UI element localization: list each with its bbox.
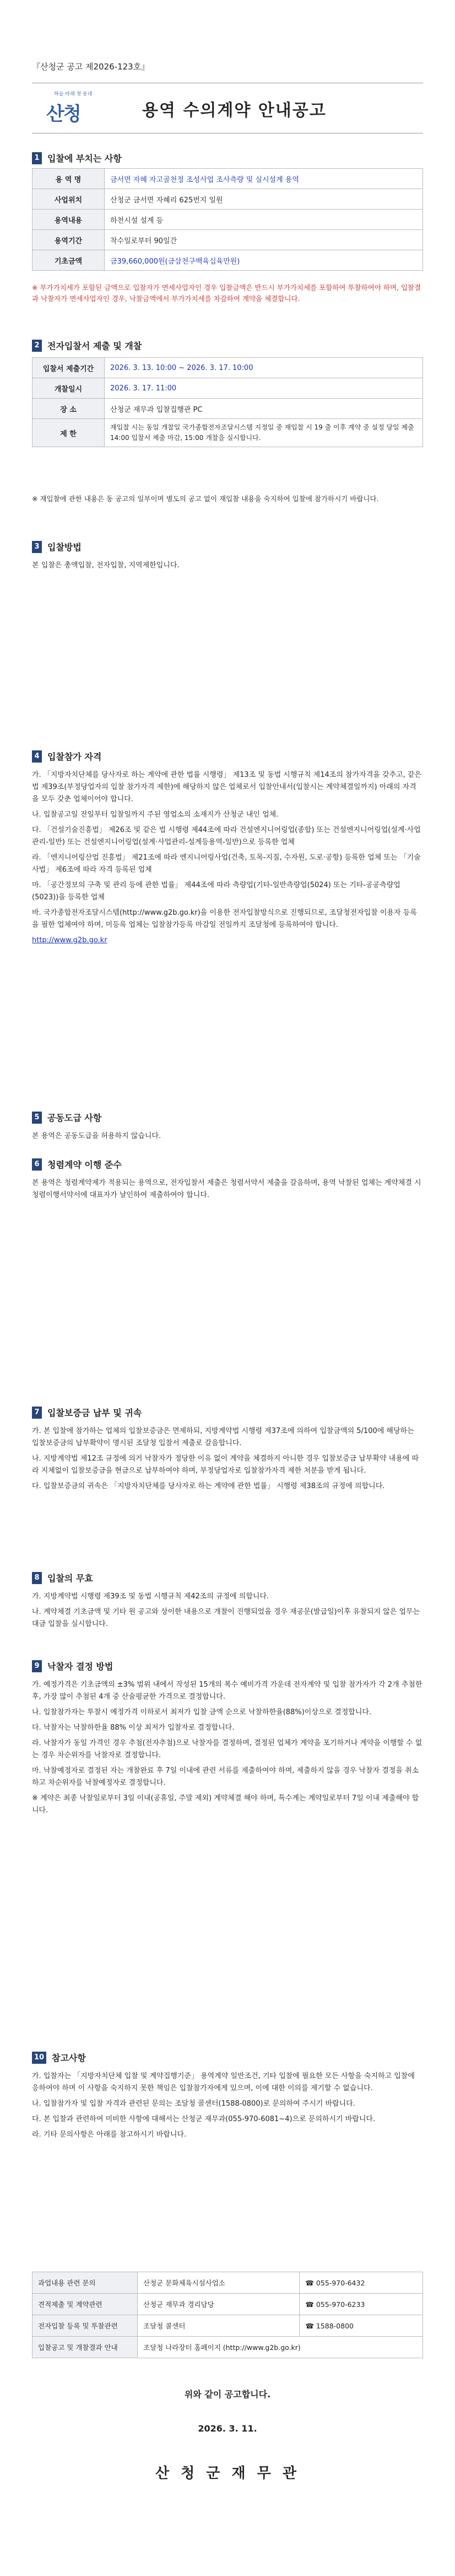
list-item: ※ 계약은 최종 낙찰일로부터 3일 이내(공휴일, 주말 제외) 계약체결 해야 하며, 특수계는 계약일로부터 7일 이내 제출해야 합니다. — [32, 1794, 419, 1815]
table-row: 과업내용 관련 문의 산청군 문화체육시설사업소 ☎ 055-970-6432 — [32, 2272, 423, 2294]
section-2-note: ※ 재입찰에 관한 내용은 동 공고의 일부이며 별도의 공고 없이 재입찰 내용을 숙지하여 입찰에 참가하시기 바랍니다. — [32, 495, 379, 503]
g2b-link[interactable]: http://www.g2b.go.kr — [32, 936, 107, 944]
section-2-heading: 2 전자입찰서 제출 및 개찰 — [32, 339, 142, 352]
contact-table — [32, 2272, 423, 2358]
section-8-heading: 8 입찰의 무효 — [32, 1571, 93, 1584]
section-4-heading: 4 입찰참가 자격 — [32, 750, 101, 763]
section-3-heading: 3 입찰방법 — [32, 540, 82, 553]
list-item: 나. 입찰참가자는 투찰시 예정가격 이하로서 최저가 입찰 금액 순으로 낙찰하한율(88%)이상으로 결정합니다. — [32, 1708, 372, 1716]
section-1-heading: 1 입찰에 부치는 사항 — [32, 152, 122, 164]
table-row: 전자입찰 등록 및 투찰관련 조달청 콜센터 ☎ 1588-0800 — [32, 2315, 423, 2337]
list-item: 나. 입찰공고일 전일부터 입찰일까지 주된 영업소의 소재지가 산청군 내인 업체. — [32, 811, 279, 819]
list-item: 마. 「공간정보의 구축 및 관리 등에 관한 법률」 제44조에 따라 측량업(기타-일반측량업(5024) 또는 기타-공공측량업(5023))을 등록한 업체 — [32, 881, 400, 901]
section-9-heading: 9 낙찰자 결정 방법 — [32, 1660, 113, 1672]
section-9-body — [32, 1679, 423, 1820]
section-10-body — [32, 2070, 423, 2144]
list-item: 라. 기타 문의사항은 아래를 참고하시기 바랍니다. — [32, 2130, 187, 2139]
list-item: 다. 「건설기술진흥법」 제26조 및 같은 법 시행령 제44조에 따라 건설엔지니어링업(종합) 또는 건설엔지니어링업(설계·사업관리-일반) 또는 건설엔지니어링업(설계·사업관리-설계등용역-일반)으로 등록한 업체 — [32, 826, 421, 846]
list-item: 마. 낙찰예정자로 결정된 자는 개찰완료 후 7일 이내에 관련 서류를 제출하여야 하며, 제출하지 않을 경우 낙찰자 결정을 취소하고 차순위자를 낙찰예정자로 결정합니다. — [32, 1767, 419, 1787]
list-item: 가. 「지방자치단체를 당사자로 하는 계약에 관한 법률 시행령」 제13조 및 동법 시행규칙 제14조의 참가자격을 갖추고, 같은 법 제39조(부정당업자의 입찰 참가자격 제한)에 해당하지 않은 업체로서 입찰안내서(입찰시는 계약체결일까지) 아래의 자격을 모두 갖춘 업체이어야 합니다. — [32, 771, 422, 803]
section-1-note: ※ 부가가치세가 포함된 금액으로 입찰자가 면세사업자인 경우 입찰금액은 반드시 부가가치세를 포함하여 투찰하여야 하며, 입찰결과 낙찰자가 면세사업자인 경우, 낙찰금액에서 부가가치세를 차감하여 계약을 체결합니다. — [32, 283, 421, 303]
section-3-text: 본 입찰은 총액입찰, 전자입찰, 지역제한입니다. — [32, 561, 180, 570]
section-4-body — [32, 769, 423, 950]
sancheong-logo: 하늘 아래 첫 동네 산청 — [46, 92, 93, 125]
list-item: 다. 본 입찰과 관련하여 미비한 사항에 대해서는 산청군 재무과(055-970-6081~4)으로 문의하시기 바랍니다. — [32, 2115, 376, 2123]
list-item: 가. 본 입찰에 참가하는 업체의 입찰보증금은 면제하되, 지방계약법 시행령 제37조에 의하여 입찰금액의 5/100에 해당하는 입찰보증금의 납부확약이 명시된 조달청 입찰서 제출로 갈음합니다. — [32, 1427, 414, 1447]
list-item: 라. 「엔지니어링산업 진흥법」 제21조에 따라 엔지니어링사업(건축, 토목-지질, 수자원, 도로·공항) 등록한 업체 또는 「기술사법」 제6조에 따라 자격 등록된 업체 — [32, 854, 421, 874]
list-item: 라. 낙찰자가 동일 가격인 경우 추첨(전자추첨)으로 낙찰자를 결정하며, 결정된 업체가 계약을 포기하거나 계약을 이행할 수 없는 경우 차순위자를 낙찰자로 결정합니다. — [32, 1739, 422, 1759]
list-item: 가. 예정가격은 기초금액의 ±3% 범위 내에서 작성된 15개의 복수 예비가격 가운데 전자계약 및 입찰 참가자가 각 2개 추첨한 후, 가장 많이 추첨된 4개 중 산술평균한 가격으로 결정합니다. — [32, 1681, 422, 1701]
closing-date: 2026. 3. 11. — [198, 2423, 257, 2434]
closing-org: 산 청 군 재 무 관 — [155, 2465, 300, 2482]
section-7-heading: 7 입찰보증금 납부 및 귀속 — [32, 1406, 142, 1419]
section-8-body — [32, 1591, 423, 1634]
list-item: 다. 입찰보증금의 귀속은 「지방자치단체를 당사자로 하는 계약에 관한 법률」 시행령 제38조의 규정에 의합니다. — [32, 1482, 385, 1490]
list-item: 나. 입찰참가자 및 입찰 자격과 관련된 문의는 조달청 콜센터(1588-0800)로 문의하여 주시기 바랍니다. — [32, 2100, 355, 2108]
section-2-table: 입찰서 제출기간 2026. 3. 13. 10:00 ~ 2026. 3. 17. 10:00 개찰일시 2026. 3. 17. 11:00 장 소 산청군 재무과 입찰집행관 PC 제 한 재입찰 시는 동일 개찰일 국가종합전자조달시스템 지정일 중 재입찰 시 19 출 이후 계약 중 설정 당일 제출 14:00 입찰서 제출 마감, 15:00 개찰을 실시합니다. — [32, 357, 423, 447]
page-title: 용역 수의계약 안내공고 — [142, 101, 327, 120]
section-5-heading: 5 공동도급 사항 — [32, 1111, 101, 1124]
closing-line: 위와 같이 공고합니다. — [184, 2389, 271, 2400]
section-5-text: 본 용역은 공동도급을 허용하지 않습니다. — [32, 1132, 161, 1140]
notice-number: 『산청군 공고 제2026-123호』 — [32, 62, 150, 72]
list-item: 나. 계약체결 기초금액 및 기타 원 공고와 상이한 내용으로 개찰이 진행되었을 경우 재공문(발급일)이후 유찰되지 않은 업무는 대금 입찰을 실시합니다. — [32, 1608, 420, 1628]
section-1-table: 용 역 명 금서면 자혜 자고골천정 조성사업 조사측량 및 실시설계 용역 사업위치 산청군 금서면 자혜리 625번지 일원 용역내용 하천시설 설계 등 용역기간 착수일로부터 90일간 기초금액 금39,660,000원(금삼천구백육십육만원) — [32, 168, 423, 271]
page-header — [32, 83, 423, 133]
table-row: 입찰공고 및 개찰결과 안내 조달청 나라장터 홈페이지 (http://www.g2b.go.kr) — [32, 2337, 423, 2358]
section-6-text: 본 용역은 청렴계약제가 적용되는 용역으로, 전자입찰서 제출은 청렴서약서 제출을 갈음하며, 용역 낙찰된 업체는 계약체결 시 청렴이행서약서에 대표자가 날인하여 제출하여야 합니다. — [32, 1179, 421, 1199]
section-10-heading: 10 참고사항 — [32, 2051, 86, 2064]
list-item: 가. 입찰자는 「지방자치단체 입찰 및 계약집행기준」 용역계약 일반조건, 기타 입찰에 필요한 모든 사항을 숙지하고 입찰에 응하여야 하며 이 사항을 숙지하지 못한 책임은 입찰참가자에게 있으며, 이에 대한 이의를 제기할 수 없습니다. — [32, 2072, 415, 2092]
table-row: 견적제출 및 계약관련 산청군 재무과 경리담당 ☎ 055-970-6233 — [32, 2294, 423, 2315]
list-item: 다. 낙찰자는 낙찰하한율 88% 이상 최저가 입찰자로 결정합니다. — [32, 1724, 235, 1732]
section-7-body — [32, 1425, 423, 1496]
section-6-heading: 6 청렴계약 이행 준수 — [32, 1158, 122, 1171]
list-item: 나. 지방계약법 제12조 규정에 의거 낙찰자가 정당한 이유 없이 계약을 체결하지 아니한 경우 입찰보증금 납부확약 내용에 따라 지체없이 입찰보증금을 현금으로 납부하여야 하며, 부정당업자로 입찰참가자격 제한 처분을 받게 됩니다. — [32, 1455, 419, 1475]
list-item: 가. 지방계약법 시행령 제39조 및 동법 시행규칙 제42조의 규정에 의합니다. — [32, 1592, 269, 1601]
list-item: 바. 국가종합전자조달시스템(http://www.g2b.go.kr)을 이용한 전자입찰방식으로 진행되므로, 조달청전자입찰 이용자 등록을 필한 업체여야 하며, 미등록 업체는 입찰참가등록 마감일 전일까지 조달청에 등록하여야 합니다. — [32, 909, 417, 929]
